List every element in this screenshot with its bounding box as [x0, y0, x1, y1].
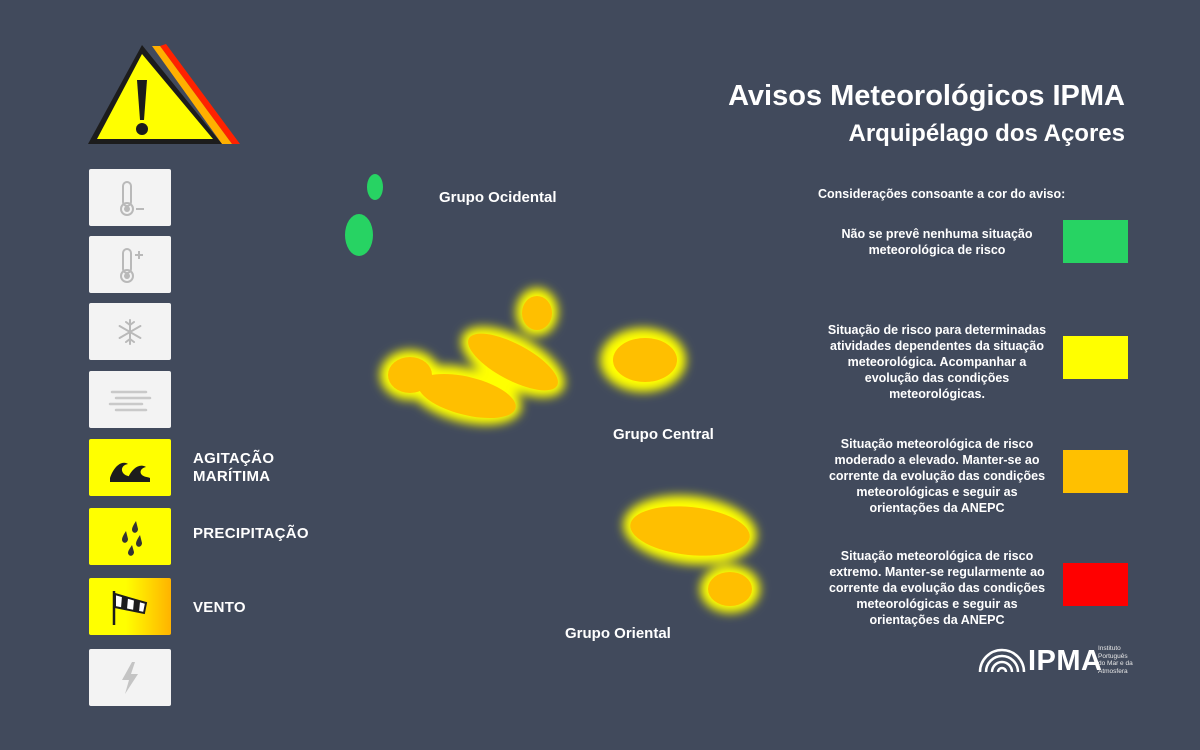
legend-text-orange: Situação meteorológica de risco moderado a elevado. Manter-se ao corrente da evolução das condições meteorológicas e seguir as orientações da ANEPC: [828, 437, 1046, 515]
hazard-label-wind: VENTO: [193, 599, 246, 616]
ipma-logo-subtitle: Instituto Português do Mar e da Atmosfera: [1098, 645, 1133, 675]
island-group-oriental: [620, 489, 760, 613]
hazard-label-sea: AGITAÇÃO MARÍTIMA: [193, 450, 275, 485]
legend-text-yellow: Situação de risco para determinadas atividades dependentes da situação meteorológica. Acompanhar a evolução das condições meteorológicas.: [827, 323, 1047, 401]
island-graciosa: [522, 296, 552, 330]
page-title: Avisos Meteorológicos IPMA: [728, 80, 1125, 112]
legend-swatch-green: [1063, 220, 1128, 263]
hazard-label-precipitation: PRECIPITAÇÃO: [193, 525, 309, 542]
legend-swatch-yellow: [1063, 336, 1128, 379]
legend-swatch-orange: [1063, 450, 1128, 493]
group-label-ocidental: Grupo Ocidental: [439, 189, 557, 206]
island-group-ocidental: [345, 174, 383, 256]
legend-title: Considerações consoante a cor do aviso:: [818, 187, 1066, 201]
legend-swatch-red: [1063, 563, 1128, 606]
legend-text-red: Situação meteorológica de risco extremo. Manter-se regularmente ao corrente da evolução das condições meteorológicas e seguir as orientações da ANEPC: [828, 549, 1046, 627]
island-group-central: [380, 288, 686, 435]
island-flores: [345, 214, 373, 256]
legend-text-green: Não se prevê nenhuma situação meteorológica de risco: [841, 227, 1033, 257]
island-terceira: [613, 338, 677, 382]
group-label-oriental: Grupo Oriental: [565, 625, 671, 642]
island-corvo: [367, 174, 383, 200]
group-label-central: Grupo Central: [613, 426, 714, 443]
ipma-logo-name: IPMA: [1028, 645, 1103, 677]
island-santa-maria: [708, 572, 752, 606]
page-subtitle: Arquipélago dos Açores: [848, 120, 1125, 147]
